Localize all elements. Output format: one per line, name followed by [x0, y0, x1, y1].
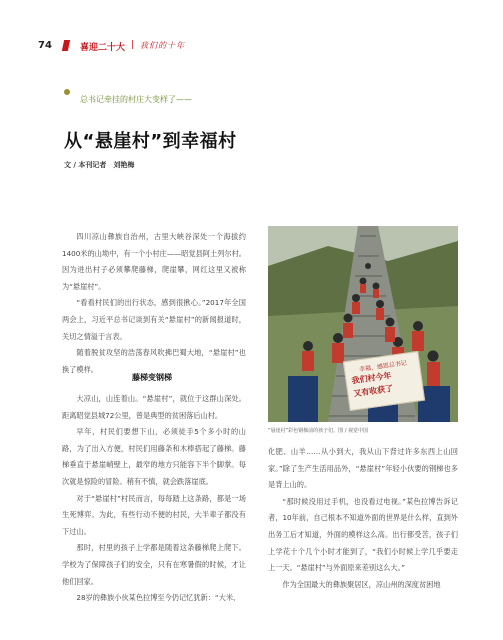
paragraph: 四川凉山彝族自治州，古里大峡谷深处一个海拔约1400米的山坳中，有一个小村庄——昭觉县阿土列尔村。因为进出村子必须攀爬藤梯，爬崖攀，网红这里又被称为“悬崖村”。 — [62, 232, 246, 291]
paragraph: 对于“悬崖村”村民而言，每每踏上这条路，都是一场生死博弈。为此，有些行动不便的村民，大半辈子都没有下过山。 — [62, 493, 246, 536]
article-title: 从“悬崖村”到幸福村 — [64, 131, 237, 152]
column-name: 喜迎二十大 — [80, 43, 126, 53]
handwritten-sign — [343, 351, 425, 411]
sign-text: 又有收获了 — [352, 383, 394, 399]
paragraph: 那时，村里的孩子上学都是随着这条藤梯爬上爬下。学校为了保障孩子们的安全，只有在寒暑假的时候，才让他们回家。 — [62, 543, 246, 586]
paragraph: “那时候没用过手机，也没看过电视。”某色拉博告诉记者，10年前，自己根本不知道外面的世界是什么样，直到外出务工后才知道，外面的模样这么高。出行都受苦，孩子们上学花十个几个小时才能到了，“我们小时候上学几乎要走上一天。“悬崖村”与外面原来差别这么大。” — [268, 496, 458, 573]
paragraph: 化肥、山羊……从小到大，我从山下背过许多东西上山回家。”除了生产生活用品外，“悬崖村”年轻小伙要的钢梯也多是背上山的。 — [268, 447, 458, 490]
paragraph: 作为全国最大的彝族聚居区，凉山州的深度贫困地 — [282, 579, 441, 589]
right-column — [268, 444, 458, 593]
column-marker-icon — [62, 40, 70, 51]
left-column-section — [62, 391, 246, 607]
sign-text: 我们村今年 — [351, 370, 392, 386]
article-photo — [268, 226, 458, 422]
photo-caption: “悬崖村”彩色钢梯前的孩子们。图 / 视觉中国 — [268, 428, 369, 434]
kicker-bullet-icon — [64, 89, 70, 95]
paragraph: 大凉山，山连着山。“悬崖村”，就位于这群山深处。距离昭觉县城72公里，曾是典型的贫困落后山村。 — [62, 394, 246, 420]
column-separator: | — [131, 40, 135, 50]
page-header — [0, 34, 503, 58]
page-number: 74 — [38, 40, 52, 51]
paragraph: 28岁的彝族小伙某色拉博至今仍记忆犹新：“大米、 — [76, 593, 241, 603]
kicker-text: 总书记牵挂的村庄大变样了—— — [80, 95, 192, 104]
paragraph: 随着脱贫攻坚的浩荡春风吹拂巴蜀大地，“悬崖村”也换了模样。 — [62, 348, 246, 374]
paragraph: “看看村民们的出行状态，感到很揪心。”2017年全国两会上，习近平总书记谈到有关“悬崖村”的新闻报道时，关切之情溢于言表。 — [62, 298, 246, 341]
paragraph: 早年，村民们要想下山，必须徒手5个多小时的山路，为了出入方便，村民们用藤条和木棒搭起了藤梯。藤梯垂直于悬崖峭壁上，最窄的地方只能容下半个脚掌。每次就是惊险的冒险。稍有不慎，就会跌落崖底。 — [62, 427, 246, 486]
sign-text: 幸福，感恩总书记 — [358, 359, 408, 374]
left-column-intro — [62, 229, 246, 378]
column-subtitle: 我们的十年 — [140, 41, 185, 50]
section-heading: 藤梯变钢梯 — [132, 373, 172, 382]
byline: 文 / 本刊记者 刘艳梅 — [64, 161, 135, 169]
